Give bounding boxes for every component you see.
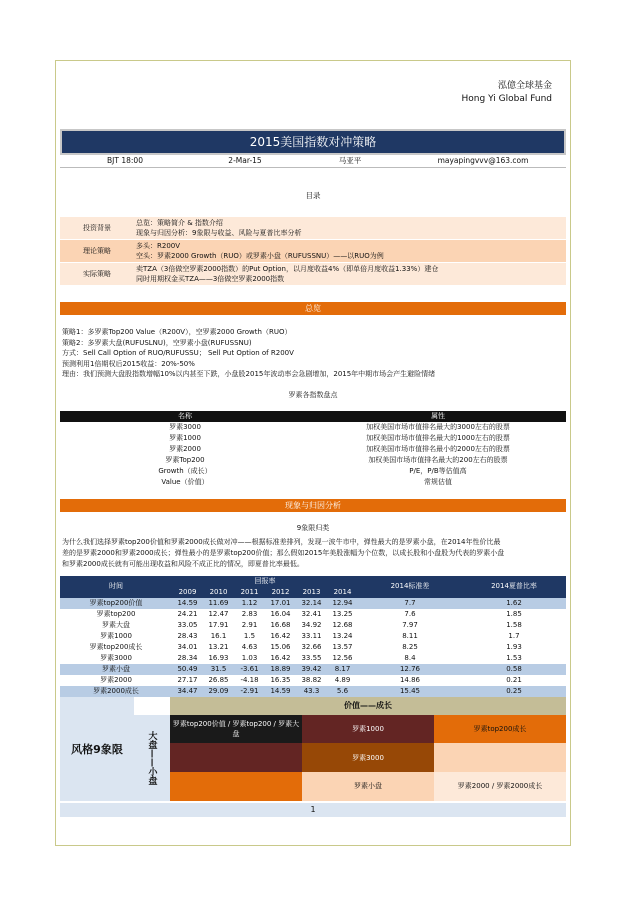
value-cell: 31.5 <box>210 664 227 673</box>
value-cell: 24.21 <box>177 609 198 618</box>
index-name-cell: 罗素3000 <box>100 653 132 662</box>
value-cell: 32.41 <box>301 609 322 618</box>
value-cell: 13.21 <box>208 642 229 651</box>
value-cell: 1.93 <box>506 642 522 651</box>
value-cell: 12.76 <box>399 664 421 673</box>
value-cell: 4.89 <box>334 675 351 684</box>
value-cell: 33.55 <box>301 653 322 662</box>
index-attr-cell: P/E，P/B等估值高 <box>409 466 467 475</box>
toc-key: 投资背景 <box>83 224 111 232</box>
performance-row <box>60 664 566 675</box>
toc-line: 卖TZA（3倍做空罗素2000指数）的Put Option，以月度收益4%（即单倍月度收益1.33%）建仓 <box>136 265 439 273</box>
index-attr-cell: 加权美国市场市值排名最小的2000左右的股票 <box>366 444 510 453</box>
value-cell: 38.82 <box>301 675 322 684</box>
toc-title: 目录 <box>305 191 321 200</box>
page-number: 1 <box>60 803 566 817</box>
value-cell: 1.7 <box>508 631 520 640</box>
analysis-paragraph <box>60 537 566 570</box>
value-cell: 16.68 <box>270 620 291 629</box>
toc-line: 现象与归因分析：9象限与收益、风险与夏普比率分析 <box>136 229 302 237</box>
value-cell: 32.66 <box>301 642 322 651</box>
toc-row <box>60 263 566 286</box>
analysis-line: 为什么我们选择罗素top200价值和罗素2000成长做对冲——根据标准差排列，发现一波牛市中，弹性最大的是罗素小盘，在2014年性价比最 <box>62 537 501 546</box>
std-header: 2014标准差 <box>390 582 430 590</box>
index-name-cell: 罗素3000 <box>169 422 201 431</box>
index-table-row <box>60 444 566 455</box>
toc-line: 空头：罗素2000 Growth（RUO）或罗素小盘（RUFUSSNU）——以RUO为例 <box>136 252 384 260</box>
value-cell: 13.24 <box>332 631 353 640</box>
analysis-line: 差的是罗素2000和罗素2000成长；弹性最小的是罗素top200价值；那么假如2015年美股涨幅为个位数，以成长股和小盘股为代表的罗素小盘 <box>62 548 505 557</box>
performance-header-row <box>60 576 566 587</box>
index-attr-cell: 加权美国市场市值排名最大的3000左右的股票 <box>366 422 510 431</box>
performance-row <box>60 642 566 653</box>
index-table-row <box>60 466 566 477</box>
value-cell: 5.6 <box>336 686 349 695</box>
toc-line: 多头：R200V <box>136 242 181 250</box>
value-cell: 16.42 <box>270 653 291 662</box>
toc-value <box>134 240 566 262</box>
index-table-body <box>60 422 566 488</box>
brand-en: Hong Yi Global Fund <box>461 94 552 104</box>
value-cell: 12.56 <box>332 653 353 662</box>
style-nine-cell: 罗素top200价值 / 罗素top200 / 罗素大盘 <box>170 715 302 744</box>
meta-email[interactable]: mayapingvvv@163.com <box>437 156 529 165</box>
index-name-cell: 罗素小盘 <box>102 664 130 673</box>
index-col-name: 名称 <box>178 411 192 420</box>
value-cell: 1.03 <box>241 653 258 662</box>
value-cell: 12.94 <box>332 598 353 607</box>
year-header: 2013 <box>302 587 321 596</box>
toc-line: 总览：策略简介 & 指数介绍 <box>136 219 223 227</box>
value-cell: 8.4 <box>404 653 416 662</box>
index-name-cell: 罗素top200成长 <box>89 642 143 651</box>
value-cell: 28.43 <box>177 631 198 640</box>
style-nine-row <box>170 715 566 744</box>
analysis-line: 和罗素2000成长就有可能出现收益和风险不成正比的情况，即夏普比率最低。 <box>62 559 304 568</box>
year-header: 2011 <box>240 587 259 596</box>
style-nine-label: 风格9象限 <box>60 697 134 801</box>
value-cell: 7.6 <box>404 609 416 618</box>
style-nine-row <box>170 743 566 772</box>
overview-section-bar: 总览 <box>60 302 566 315</box>
index-attr-cell: 常规估值 <box>424 477 452 486</box>
style-nine-grid <box>170 697 566 801</box>
value-cell: 26.85 <box>208 675 229 684</box>
value-cell: 15.45 <box>399 686 421 695</box>
index-table-row <box>60 455 566 466</box>
sharpe-header: 2014夏普比率 <box>491 582 537 590</box>
value-cell: 7.97 <box>402 620 418 629</box>
overview-line: 策略1：多罗素Top200 Value（R200V），空罗素2000 Growth（RUO） <box>62 328 292 336</box>
value-cell: 28.34 <box>177 653 198 662</box>
style-nine-cells <box>170 715 566 801</box>
toc-row <box>60 240 566 263</box>
analysis-section-bar: 现象与归因分析 <box>60 499 566 512</box>
value-cell: 17.01 <box>270 598 291 607</box>
index-name-cell: 罗素top200 <box>96 609 136 618</box>
value-cell: 8.25 <box>402 642 418 651</box>
year-header: 2014 <box>333 587 352 596</box>
overview-line: 策略2：多罗素大盘(RUFUSLNU)，空罗素小盘(RUFUSSNU) <box>62 338 252 347</box>
value-cell: 4.63 <box>241 642 258 651</box>
performance-row <box>60 675 566 686</box>
style-nine-cell <box>170 743 302 772</box>
style-nine-x-axis: 价值——成长 <box>170 697 566 715</box>
value-cell: 2.83 <box>241 609 258 618</box>
index-name-cell: Value（价值） <box>161 477 209 486</box>
value-cell: -4.18 <box>240 675 259 684</box>
value-cell: 33.11 <box>301 631 322 640</box>
value-cell: 8.11 <box>402 631 418 640</box>
value-cell: 8.17 <box>334 664 351 673</box>
year-header: 2012 <box>271 587 290 596</box>
value-cell: 15.06 <box>270 642 291 651</box>
value-cell: 34.01 <box>177 642 198 651</box>
value-cell: 14.86 <box>399 675 421 684</box>
style-nine-cell: 罗素1000 <box>302 715 434 744</box>
style-nine-y-axis: 大盘——小盘 <box>134 715 170 801</box>
value-cell: 14.59 <box>270 686 291 695</box>
year-header: 2009 <box>178 587 197 596</box>
analysis-subtitle: 9象限归类 <box>296 523 330 532</box>
performance-row <box>60 653 566 664</box>
value-cell: 0.21 <box>506 675 522 684</box>
style-nine-cell <box>434 743 566 772</box>
value-cell: 33.05 <box>177 620 198 629</box>
index-attr-cell: 加权美国市场市值排名最大的200左右的股票 <box>368 455 508 464</box>
style-nine-cell: 罗素top200成长 <box>434 715 566 744</box>
index-name-cell: 罗素Top200 <box>165 455 205 464</box>
year-header: 2010 <box>209 587 228 596</box>
value-cell: 17.91 <box>208 620 229 629</box>
value-cell: 34.47 <box>177 686 198 695</box>
index-table-title: 罗素各指数盘点 <box>288 390 338 399</box>
performance-body <box>60 598 566 697</box>
performance-row <box>60 609 566 620</box>
index-table <box>60 411 566 488</box>
value-cell: -2.91 <box>240 686 259 695</box>
value-cell: 0.25 <box>506 686 522 695</box>
index-table-header <box>60 411 566 422</box>
value-cell: 1.5 <box>243 631 256 640</box>
performance-row <box>60 631 566 642</box>
value-cell: 7.7 <box>404 598 416 607</box>
value-cell: 16.35 <box>270 675 291 684</box>
brand-block <box>60 80 566 106</box>
index-table-row <box>60 422 566 433</box>
toc-table <box>60 217 566 286</box>
value-cell: 16.42 <box>270 631 291 640</box>
style-nine-cell: 罗素小盘 <box>302 772 434 801</box>
value-cell: 39.42 <box>301 664 322 673</box>
performance-row <box>60 686 566 697</box>
index-name-cell: 罗素2000成长 <box>93 686 139 695</box>
index-col-attr: 属性 <box>431 411 445 420</box>
index-table-row <box>60 477 566 488</box>
index-attr-cell: 加权美国市场市值排名最大的1000左右的股票 <box>366 433 510 442</box>
value-cell: 16.04 <box>270 609 291 618</box>
document-title: 2015美国指数对冲策略 <box>60 129 566 155</box>
value-cell: 1.58 <box>506 620 522 629</box>
performance-table <box>60 576 566 697</box>
toc-value <box>134 217 566 239</box>
document-page <box>60 66 566 817</box>
time-header: 时间 <box>109 582 123 590</box>
style-nine-row <box>170 772 566 801</box>
style-nine-cell: 罗素2000 / 罗素2000成长 <box>434 772 566 801</box>
value-cell: 50.49 <box>177 664 198 673</box>
meta-date: 2-Mar-15 <box>228 156 262 165</box>
value-cell: 18.89 <box>270 664 291 673</box>
value-cell: 16.93 <box>208 653 229 662</box>
value-cell: 34.92 <box>301 620 322 629</box>
toc-key: 理论策略 <box>83 247 111 255</box>
overview-lines <box>60 327 566 380</box>
value-cell: 43.3 <box>303 686 320 695</box>
index-name-cell: 罗素2000 <box>169 444 201 453</box>
meta-row <box>60 155 566 168</box>
overview-line: 预测利用1倍期权后2015收益：20%-50% <box>62 359 195 368</box>
value-cell: 1.12 <box>241 598 258 607</box>
value-cell: 12.68 <box>332 620 353 629</box>
toc-value <box>134 263 566 285</box>
value-cell: 2.91 <box>241 620 258 629</box>
performance-row <box>60 620 566 631</box>
return-header: 回报率 <box>254 576 276 585</box>
value-cell: 13.25 <box>332 609 353 618</box>
index-table-row <box>60 433 566 444</box>
value-cell: -3.61 <box>240 664 259 673</box>
value-cell: 16.1 <box>210 631 227 640</box>
overview-line: 方式：Sell Call Option of RUO/RUFUSSU； Sell Put Option of R200V <box>62 349 294 357</box>
toc-key: 实际策略 <box>83 270 111 278</box>
index-name-cell: 罗素1000 <box>169 433 201 442</box>
value-cell: 27.17 <box>177 675 198 684</box>
index-name-cell: 罗素大盘 <box>102 620 130 629</box>
brand-cn: 泓億全球基金 <box>497 81 552 91</box>
toc-row <box>60 217 566 240</box>
meta-author: 马亚平 <box>338 156 362 165</box>
style-nine-cell <box>170 772 302 801</box>
overview-line: 理由：我们预测大盘股指数增幅10%以内甚至下跌，小盘股2015年波动率会急剧增加，2015年中期市场会产生避险情绪 <box>62 370 436 378</box>
meta-time: BJT 18:00 <box>107 156 143 165</box>
value-cell: 29.09 <box>208 686 229 695</box>
value-cell: 13.57 <box>332 642 353 651</box>
value-cell: 0.58 <box>506 664 522 673</box>
value-cell: 1.85 <box>506 609 522 618</box>
value-cell: 1.53 <box>506 653 522 662</box>
performance-row <box>60 598 566 609</box>
toc-line: 同时用期权金买TZA——3倍做空罗素2000指数 <box>136 275 285 283</box>
value-cell: 1.62 <box>506 598 522 607</box>
value-cell: 14.59 <box>177 598 198 607</box>
index-name-cell: 罗素2000 <box>100 675 132 684</box>
value-cell: 12.47 <box>208 609 229 618</box>
value-cell: 32.14 <box>301 598 322 607</box>
index-name-cell: 罗素1000 <box>100 631 132 640</box>
style-nine-cell: 罗素3000 <box>302 743 434 772</box>
value-cell: 11.69 <box>208 598 229 607</box>
index-name-cell: 罗素top200价值 <box>89 598 143 607</box>
index-name-cell: Growth（成长） <box>158 466 212 475</box>
style-nine-box <box>60 697 566 801</box>
